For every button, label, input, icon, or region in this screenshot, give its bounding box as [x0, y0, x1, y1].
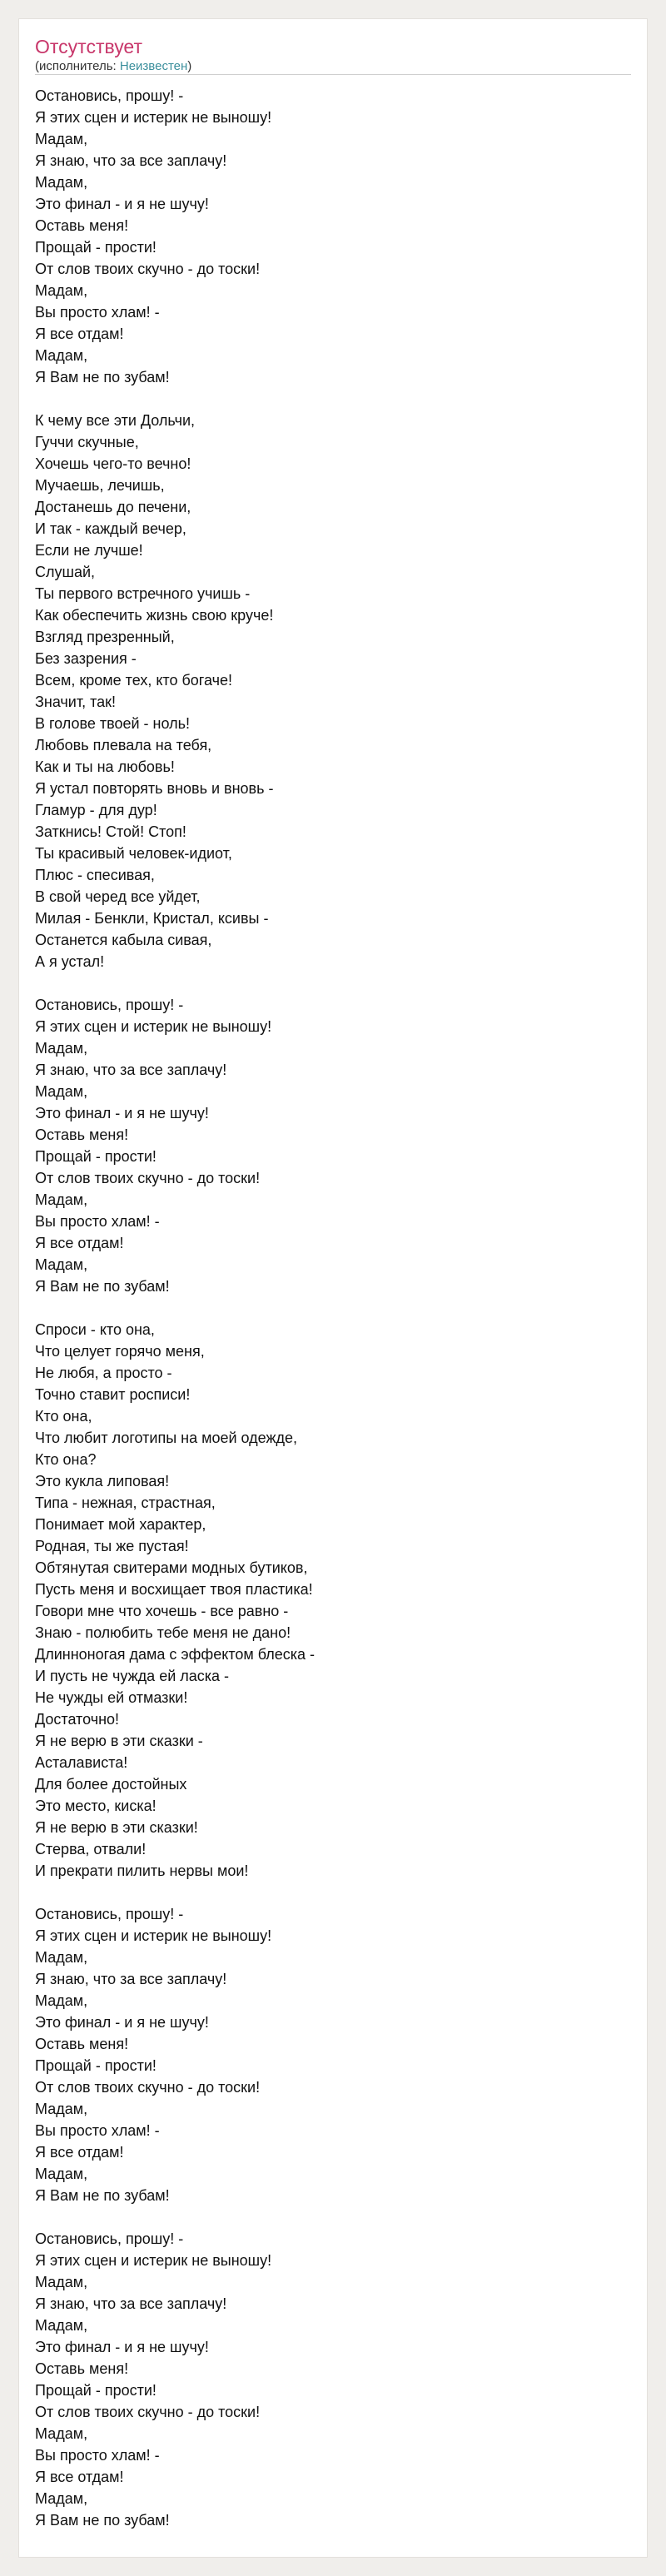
- lyric-line: Мадам,: [35, 2101, 88, 2117]
- lyric-line: Я все отдам!: [35, 326, 124, 342]
- lyric-line: Говори мне что хочешь - все равно -: [35, 1603, 289, 1619]
- song-title: Отсутствует: [35, 36, 142, 57]
- lyric-line: Если не лучше!: [35, 542, 143, 559]
- lyric-line: Пусть меня и восхищает твоя пластика!: [35, 1581, 313, 1598]
- lyric-line: Достанешь до печени,: [35, 499, 191, 515]
- lyric-line: От слов твоих скучно - до тоски!: [35, 2079, 261, 2096]
- lyric-line: Гламур - для дур!: [35, 802, 157, 818]
- artist-prefix: (исполнитель:: [35, 59, 120, 73]
- lyric-line: Мадам,: [35, 2274, 88, 2290]
- lyric-line: Оставь меня!: [35, 1126, 129, 1143]
- lyric-line: Спроси - кто она,: [35, 1321, 155, 1338]
- lyric-line: Плюс - спесивая,: [35, 867, 155, 883]
- song-header: [35, 36, 191, 74]
- lyric-line: Без зазрения -: [35, 650, 137, 667]
- lyric-line: Я все отдам!: [35, 1235, 124, 1251]
- lyric-line: Типа - нежная, страстная,: [35, 1494, 216, 1511]
- lyric-line: Что любит логотипы на моей одежде,: [35, 1430, 298, 1446]
- lyric-line: Вы просто хлам! -: [35, 1213, 160, 1230]
- lyric-line: Вы просто хлам! -: [35, 304, 160, 321]
- lyric-line: Как и ты на любовь!: [35, 758, 175, 775]
- artist-line: [35, 59, 191, 74]
- lyric-line: [35, 972, 315, 994]
- lyric-line: И так - каждый вечер,: [35, 520, 186, 537]
- lyric-line: Мадам,: [35, 131, 88, 147]
- lyric-line: Обтянутая свитерами модных бутиков,: [35, 1559, 308, 1576]
- lyric-line: Ты красивый человек-идиот,: [35, 845, 232, 862]
- lyric-line: Я знаю, что за все заплачу!: [35, 152, 227, 169]
- lyric-line: Мадам,: [35, 2425, 88, 2442]
- lyric-line: Останется кабыла сивая,: [35, 932, 212, 948]
- lyric-line: Мадам,: [35, 1191, 88, 1208]
- lyric-line: Мадам,: [35, 1992, 88, 2009]
- lyric-line: [35, 2206, 315, 2228]
- lyric-line: Это финал - и я не шучу!: [35, 2339, 209, 2355]
- lyric-line: Оставь меня!: [35, 2036, 129, 2052]
- artist-suffix: ): [187, 59, 192, 73]
- lyric-line: [35, 1882, 315, 1903]
- lyric-line: Я этих сцен и истерик не выношу!: [35, 2252, 272, 2269]
- lyric-line: А я устал!: [35, 953, 105, 970]
- lyric-line: Любовь плевала на тебя,: [35, 737, 212, 753]
- lyric-line: Стерва, отвали!: [35, 1841, 147, 1857]
- lyric-line: Точно ставит росписи!: [35, 1386, 191, 1403]
- lyric-line: Мадам,: [35, 282, 88, 299]
- lyric-line: Это финал - и я не шучу!: [35, 2014, 209, 2031]
- lyric-line: Я все отдам!: [35, 2469, 124, 2485]
- lyric-line: Я этих сцен и истерик не выношу!: [35, 109, 272, 126]
- lyric-line: Вы просто хлам! -: [35, 2447, 160, 2464]
- lyric-line: Мадам,: [35, 1040, 88, 1057]
- lyric-line: И прекрати пилить нервы мои!: [35, 1862, 249, 1879]
- lyric-line: Для более достойных: [35, 1776, 187, 1793]
- lyric-line: Я Вам не по зубам!: [35, 2187, 170, 2204]
- lyric-line: Хочешь чего-то вечно!: [35, 455, 191, 472]
- lyric-line: Я этих сцен и истерик не выношу!: [35, 1018, 272, 1035]
- lyric-line: Я Вам не по зубам!: [35, 2512, 170, 2529]
- lyric-line: Остановись, прошу! -: [35, 87, 184, 104]
- lyric-line: Кто она,: [35, 1408, 92, 1425]
- lyric-line: Достаточно!: [35, 1711, 120, 1728]
- lyric-line: Как обеспечить жизнь свою круче!: [35, 607, 274, 624]
- lyric-line: От слов твоих скучно - до тоски!: [35, 1170, 261, 1186]
- lyric-line: В голове твоей - ноль!: [35, 715, 190, 732]
- lyric-line: В свой черед все уйдет,: [35, 888, 201, 905]
- lyric-line: Оставь меня!: [35, 217, 129, 234]
- lyric-line: Заткнись! Стой! Стоп!: [35, 823, 186, 840]
- lyric-line: Слушай,: [35, 564, 96, 580]
- lyric-line: Это финал - и я не шучу!: [35, 1105, 209, 1121]
- lyric-line: [35, 1297, 315, 1319]
- lyric-line: Я не верю в эти сказки -: [35, 1733, 203, 1749]
- header-divider: [35, 74, 631, 75]
- lyric-line: Мадам,: [35, 1256, 88, 1273]
- lyric-line: Всем, кроме тех, кто богаче!: [35, 672, 232, 689]
- lyric-line: Гуччи скучные,: [35, 434, 139, 450]
- lyric-line: Я не верю в эти сказки!: [35, 1819, 198, 1836]
- lyric-line: Родная, ты же пустая!: [35, 1538, 189, 1554]
- lyric-line: Это финал - и я не шучу!: [35, 196, 209, 212]
- lyric-line: Не любя, а просто -: [35, 1365, 172, 1381]
- lyric-line: Асталависта!: [35, 1754, 128, 1771]
- lyric-line: К чему все эти Дольчи,: [35, 412, 196, 429]
- lyric-line: От слов твоих скучно - до тоски!: [35, 261, 261, 277]
- lyric-line: Я знаю, что за все заплачу!: [35, 2295, 227, 2312]
- lyric-line: Оставь меня!: [35, 2360, 129, 2377]
- lyric-line: Мадам,: [35, 1949, 88, 1966]
- lyric-line: Мадам,: [35, 347, 88, 364]
- lyric-line: Это место, киска!: [35, 1798, 157, 1814]
- lyric-line: Мадам,: [35, 2317, 88, 2334]
- lyric-line: Прощай - прости!: [35, 239, 157, 256]
- lyric-line: Прощай - прости!: [35, 2382, 157, 2399]
- lyric-line: Я устал повторять вновь и вновь -: [35, 780, 274, 797]
- lyric-line: Мадам,: [35, 2166, 88, 2182]
- lyric-line: Кто она?: [35, 1451, 97, 1468]
- lyric-line: Остановись, прошу! -: [35, 997, 184, 1013]
- lyric-line: Значит, так!: [35, 694, 117, 710]
- lyric-line: Мучаешь, лечишь,: [35, 477, 165, 494]
- lyric-line: Я Вам не по зубам!: [35, 369, 170, 385]
- lyric-line: Я все отдам!: [35, 2144, 124, 2161]
- lyric-line: Прощай - прости!: [35, 2057, 157, 2074]
- lyric-line: Длинноногая дама с эффектом блеска -: [35, 1646, 316, 1663]
- lyric-line: Ты первого встречного учишь -: [35, 585, 251, 602]
- lyric-line: Мадам,: [35, 174, 88, 191]
- lyric-line: И пусть не чужда ей ласка -: [35, 1668, 230, 1684]
- lyric-line: Что целует горячо меня,: [35, 1343, 205, 1360]
- lyric-line: Знаю - полюбить тебе меня не дано!: [35, 1624, 291, 1641]
- lyrics-card: [18, 18, 648, 2558]
- lyric-line: Прощай - прости!: [35, 1148, 157, 1165]
- lyric-line: Не чужды ей отмазки!: [35, 1689, 188, 1706]
- lyric-line: Милая - Бенкли, Кристал, ксивы -: [35, 910, 269, 927]
- lyric-line: Я знаю, что за все заплачу!: [35, 1971, 227, 1987]
- lyric-line: Остановись, прошу! -: [35, 2230, 184, 2247]
- lyric-line: Мадам,: [35, 1083, 88, 1100]
- lyric-line: Взгляд презренный,: [35, 629, 175, 645]
- lyrics-text: [35, 85, 315, 2531]
- lyric-line: Остановись, прошу! -: [35, 1906, 184, 1922]
- lyric-line: Я знаю, что за все заплачу!: [35, 1062, 227, 1078]
- lyric-line: Мадам,: [35, 2490, 88, 2507]
- lyric-line: Я Вам не по зубам!: [35, 1278, 170, 1295]
- lyric-line: [35, 388, 315, 410]
- artist-name-link[interactable]: Неизвестен: [119, 59, 188, 73]
- lyric-line: Я этих сцен и истерик не выношу!: [35, 1927, 272, 1944]
- lyric-line: Это кукла липовая!: [35, 1473, 170, 1489]
- lyric-line: Вы просто хлам! -: [35, 2122, 160, 2139]
- lyric-line: Понимает мой характер,: [35, 1516, 206, 1533]
- lyric-line: От слов твоих скучно - до тоски!: [35, 2404, 261, 2420]
